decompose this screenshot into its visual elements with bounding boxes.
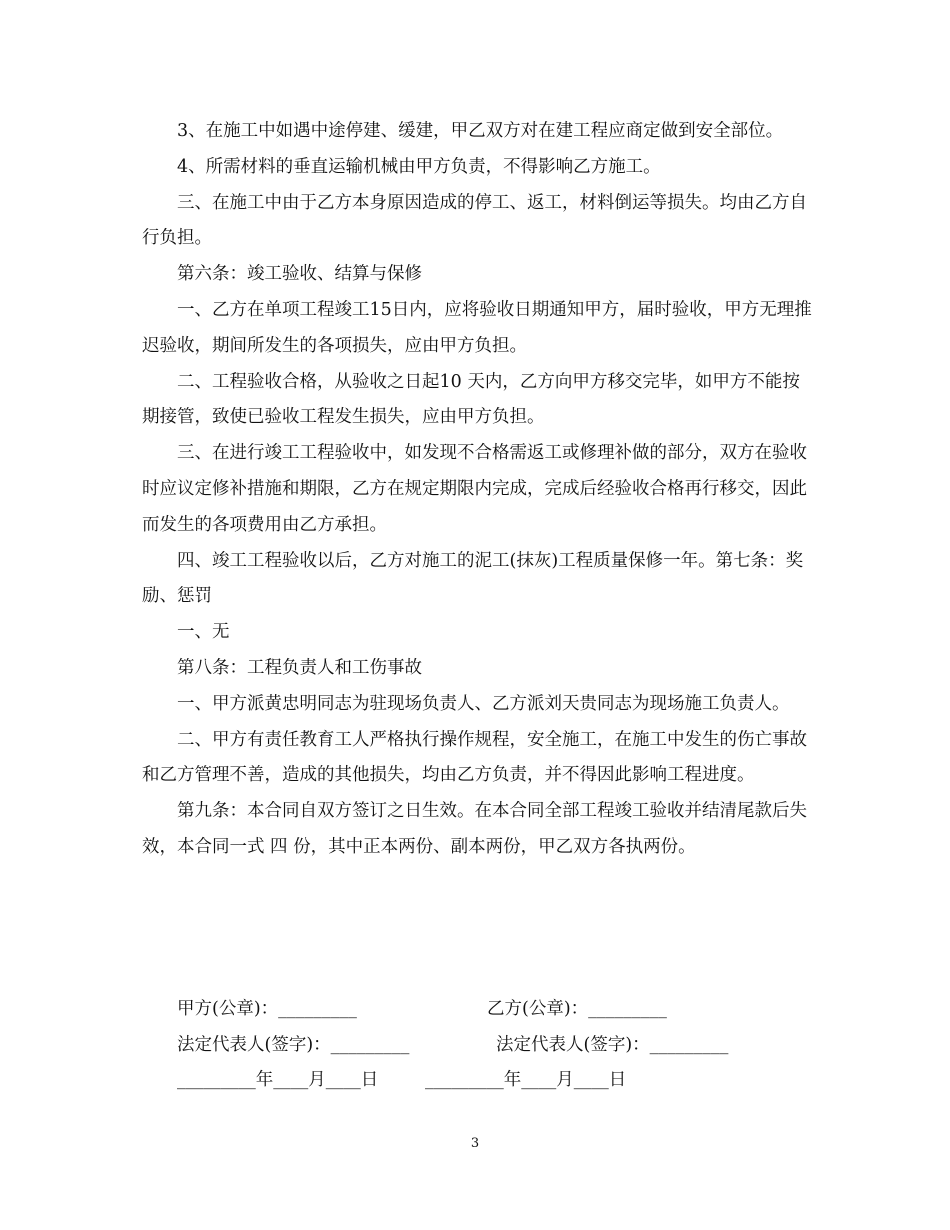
section-heading: 第八条：工程负责人和工伤事故 (177, 657, 422, 678)
paragraph: 第九条：本合同自双方签订之日生效。在本合同全部工程竣工验收并结清尾款后失效，本合同一式 四 份，其中正本两份、副本两份，甲乙双方各执两份。 (142, 801, 807, 857)
page-number: 3 (470, 1136, 480, 1151)
paragraph: 二、工程验收合格，从验收之日起10 天内，乙方向甲方移交完毕，如甲方不能按期接管，致使已验收工程发生损失，应由甲方负担。 (142, 371, 800, 428)
party-b-representative-line: 法定代表人(签字)：_________ (496, 1035, 729, 1055)
party-a-seal-line: 甲方(公章)：_________ (177, 999, 357, 1019)
paragraph: 四、竣工工程验收以后，乙方对施工的泥工(抹灰)工程质量保修一年。第七条：奖励、惩罚 (142, 550, 804, 607)
party-a-date-line: _________年____月____日 (177, 1070, 379, 1090)
paragraph: 一、无 (177, 622, 230, 643)
party-b-date-line: _________年____月____日 (425, 1070, 627, 1090)
paragraph: 4、所需材料的垂直运输机械由甲方负责，不得影响乙方施工。 (177, 156, 661, 177)
paragraph: 3、在施工中如遇中途停建、缓建，甲乙双方对在建工程应商定做到安全部位。 (177, 121, 784, 141)
paragraph: 一、甲方派黄忠明同志为驻现场负责人、乙方派刘天贵同志为现场施工负责人。 (177, 693, 790, 714)
party-a-representative-line: 法定代表人(签字)：_________ (177, 1035, 410, 1055)
paragraph: 一、乙方在单项工程竣工15日内，应将验收日期通知甲方，届时验收，甲方无理推迟验收，期间所发生的各项损失，应由甲方负担。 (142, 299, 812, 356)
contract-body (142, 114, 814, 866)
party-b-seal-line: 乙方(公章)：_________ (487, 999, 667, 1019)
paragraph: 二、甲方有责任教育工人严格执行操作规程，安全施工，在施工中发生的伤亡事故和乙方管理不善，造成的其他损失，均由乙方负责，并不得因此影响工程进度。 (142, 729, 807, 786)
paragraph: 三、在施工中由于乙方本身原因造成的停工、返工，材料倒运等损失。均由乙方自行负担。 (142, 192, 807, 249)
section-heading: 第六条：竣工验收、结算与保修 (177, 264, 422, 285)
paragraph: 三、在进行竣工工程验收中，如发现不合格需返工或修理补做的部分，双方在验收时应议定修补措施和期限，乙方在规定期限内完成，完成后经验收合格再行移交，因此而发生的各项费用由乙方承担。 (142, 443, 807, 535)
